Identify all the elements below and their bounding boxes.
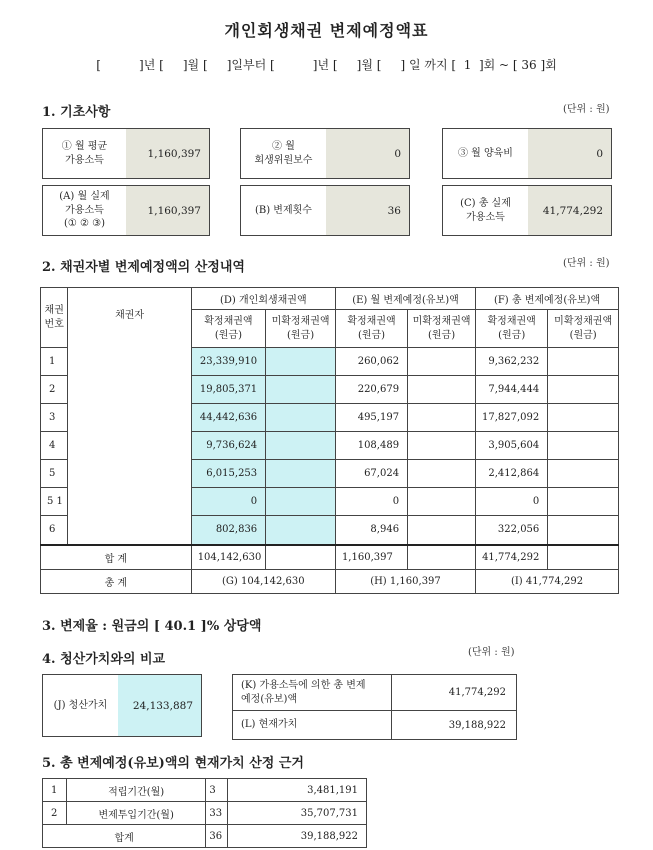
box-value: 0 [528, 129, 611, 178]
box-monthly-income [42, 128, 210, 179]
row-f-unconfirmed [548, 404, 619, 432]
row-f-unconfirmed [548, 376, 619, 404]
group-header-d: (D) 개인회생채권액 [191, 288, 335, 310]
k-value: 41,774,292 [392, 675, 517, 711]
row-d-unconfirmed [266, 516, 336, 545]
section1-heading: 1. 기초사항 [42, 105, 111, 120]
row-d-unconfirmed [266, 460, 336, 488]
box-value: 24,133,887 [118, 675, 201, 736]
row-amount: 3,481,191 [228, 779, 367, 802]
row-no: 4 [41, 432, 68, 460]
sum-f-unconfirmed [548, 545, 619, 570]
sub-header-unconfirmed: 미확정채권액 (원금) [266, 310, 336, 348]
row-amount: 35,707,731 [228, 802, 367, 825]
col-header-no: 채권 번호 [41, 288, 68, 348]
sum-label: 합계 [43, 825, 206, 848]
section4-heading: 4. 청산가치와의 비교 [42, 652, 166, 667]
sum-label: 합 계 [41, 545, 192, 570]
group-header-e: (E) 월 변제예정(유보)액 [335, 288, 475, 310]
row-d: 6,015,253 [191, 460, 265, 488]
row-e: 495,197 [335, 404, 407, 432]
sum-d: 104,142,630 [191, 545, 265, 570]
section4-unit: (단위 : 원) [468, 647, 515, 658]
total-row [41, 570, 619, 594]
row-d: 19,805,371 [191, 376, 265, 404]
sum-months: 36 [206, 825, 228, 848]
box-label: ① 월 평균 가용소득 [61, 141, 108, 166]
sub-header-unconfirmed: 미확정채권액 (원금) [408, 310, 476, 348]
creditor-table [40, 287, 619, 594]
row-label: 변제투입기간(월) [66, 802, 205, 825]
sub-header-confirmed: 확정채권액 (원금) [191, 310, 265, 348]
total-i: (I) 41,774,292 [476, 570, 619, 594]
row-d: 0 [191, 488, 265, 516]
row-no: 2 [41, 376, 68, 404]
row-e: 67,024 [335, 460, 407, 488]
comparison-table [232, 674, 517, 740]
box-label: ③ 월 양육비 [457, 147, 513, 159]
box-label: (C) 총 실제 가용소득 [460, 198, 511, 223]
page-title: 개인회생채권 변제예정액표 [224, 21, 429, 40]
row-e-unconfirmed [408, 404, 476, 432]
row-e-unconfirmed [408, 488, 476, 516]
l-label: (L) 현재가치 [233, 711, 392, 740]
box-value: 36 [326, 186, 409, 235]
row-f: 9,362,232 [476, 348, 548, 376]
box-label: (J) 청산가치 [53, 699, 108, 711]
row-months: 3 [206, 779, 228, 802]
row-e-unconfirmed [408, 376, 476, 404]
row-e: 220,679 [335, 376, 407, 404]
sum-e-unconfirmed [408, 545, 476, 570]
row-e-unconfirmed [408, 516, 476, 545]
sum-amount: 39,188,922 [228, 825, 367, 848]
table-row [43, 802, 367, 825]
row-d-unconfirmed [266, 376, 336, 404]
box-value: 41,774,292 [528, 186, 611, 235]
box-child-support [442, 128, 612, 179]
box-label: ② 월 회생위원보수 [254, 141, 313, 166]
row-e: 8,946 [335, 516, 407, 545]
row-d: 9,736,624 [191, 432, 265, 460]
total-g: (G) 104,142,630 [191, 570, 335, 594]
present-value-table [42, 778, 367, 848]
row-idx: 1 [43, 779, 67, 802]
row-e-unconfirmed [408, 432, 476, 460]
section5-heading: 5. 총 변제예정(유보)액의 현재가치 산정 근거 [42, 756, 304, 771]
sub-header-confirmed: 확정채권액 (원금) [335, 310, 407, 348]
row-f-unconfirmed [548, 460, 619, 488]
row-no: 5 [41, 460, 68, 488]
box-payment-count [240, 185, 410, 236]
section2-unit: (단위 : 원) [563, 258, 610, 269]
sum-e: 1,160,397 [335, 545, 407, 570]
row-no: 5 1 [41, 488, 68, 516]
row-f: 0 [476, 488, 548, 516]
section3-heading: 3. 변제율 : 원금의 [ 40.1 ]% 상당액 [42, 619, 262, 634]
row-no: 3 [41, 404, 68, 432]
row-d: 23,339,910 [191, 348, 265, 376]
total-label: 총 계 [41, 570, 192, 594]
row-e-unconfirmed [408, 348, 476, 376]
box-value: 0 [326, 129, 409, 178]
sum-d-unconfirmed [266, 545, 336, 570]
row-e-unconfirmed [408, 460, 476, 488]
row-e: 260,062 [335, 348, 407, 376]
row-d-unconfirmed [266, 348, 336, 376]
box-value: 1,160,397 [126, 186, 209, 235]
row-f-unconfirmed [548, 488, 619, 516]
row-f: 3,905,604 [476, 432, 548, 460]
box-total-income [442, 185, 612, 236]
row-f-unconfirmed [548, 348, 619, 376]
group-header-f: (F) 총 변제예정(유보)액 [476, 288, 619, 310]
box-label: (A) 월 실제 가용소득 (① ② ③) [59, 191, 110, 230]
row-f: 2,412,864 [476, 460, 548, 488]
box-label: (B) 변제횟수 [254, 204, 312, 216]
sum-row [43, 825, 367, 848]
box-trustee-fee [240, 128, 410, 179]
sub-header-unconfirmed: 미확정채권액 (원금) [548, 310, 619, 348]
sum-row [41, 545, 619, 570]
table-row [43, 779, 367, 802]
box-liquidation-value [42, 674, 202, 737]
row-d: 802,836 [191, 516, 265, 545]
sum-f: 41,774,292 [476, 545, 548, 570]
row-f-unconfirmed [548, 432, 619, 460]
total-h: (H) 1,160,397 [335, 570, 475, 594]
box-actual-income [42, 185, 210, 236]
l-value: 39,188,922 [392, 711, 517, 740]
sub-header-confirmed: 확정채권액 (원금) [476, 310, 548, 348]
section1-unit: (단위 : 원) [563, 104, 610, 115]
box-value: 1,160,397 [126, 129, 209, 178]
row-d-unconfirmed [266, 488, 336, 516]
section2-heading: 2. 채권자별 변제예정액의 산정내역 [42, 260, 245, 275]
row-f: 17,827,092 [476, 404, 548, 432]
row-no: 1 [41, 348, 68, 376]
row-label: 적립기간(월) [66, 779, 205, 802]
k-label: (K) 가용소득에 의한 총 변제 예정(유보)액 [233, 675, 392, 711]
row-months: 33 [206, 802, 228, 825]
row-idx: 2 [43, 802, 67, 825]
row-d-unconfirmed [266, 432, 336, 460]
col-header-creditor: 채권자 [68, 288, 191, 545]
row-f: 7,944,444 [476, 376, 548, 404]
period-line: [ ]년 [ ]월 [ ]일부터 [ ]년 [ ]월 [ ] 일 까지 [ 1 ]회 ~ [ 36 ]회 [96, 58, 557, 72]
row-no: 6 [41, 516, 68, 545]
row-e: 108,489 [335, 432, 407, 460]
row-d-unconfirmed [266, 404, 336, 432]
row-d: 44,442,636 [191, 404, 265, 432]
row-e: 0 [335, 488, 407, 516]
row-f: 322,056 [476, 516, 548, 545]
row-f-unconfirmed [548, 516, 619, 545]
